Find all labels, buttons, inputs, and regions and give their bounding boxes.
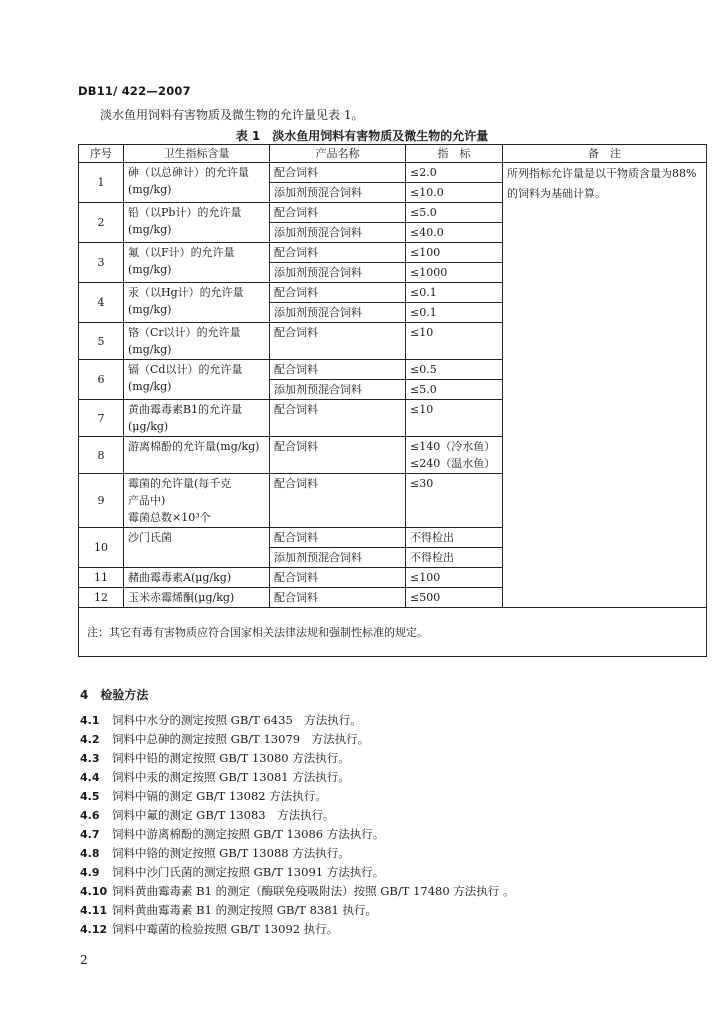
limit-cell: ≤0.1: [406, 303, 503, 323]
clause-text: 饲料中镉的测定 GB/T 13082 方法执行。: [112, 789, 327, 803]
clause-number: 4.3: [80, 752, 100, 765]
limit-cell: ≤100: [406, 568, 503, 588]
indicator-cell: 砷（以总砷计）的允许量(mg/kg): [124, 163, 270, 203]
clause-number: 4.10: [80, 885, 108, 898]
page-number: 2: [80, 953, 88, 967]
row-number: 4: [79, 283, 124, 323]
row-number: 11: [79, 568, 124, 588]
limit-cell: ≤10.0: [406, 183, 503, 203]
clause-number: 4.1: [80, 714, 100, 727]
product-cell: 配合饲料: [270, 400, 406, 437]
clause-number: 4.7: [80, 828, 100, 841]
row-number: 6: [79, 360, 124, 400]
standard-code: DB11/ 422—2007: [78, 84, 191, 98]
section-heading: [80, 686, 160, 703]
limit-line: ≤140（冷水鱼）: [410, 440, 496, 453]
product-cell: 添加剂预混合饲料: [270, 380, 406, 400]
row-number: 1: [79, 163, 124, 203]
clause-number: 4.12: [80, 923, 108, 936]
product-cell: 配合饲料: [270, 323, 406, 360]
limit-cell: ≤30: [406, 474, 503, 528]
clause-text: 饲料中汞的测定按照 GB/T 13081 方法执行。: [112, 770, 350, 784]
clause-text: 饲料中氟的测定 GB/T 13083 方法执行。: [112, 808, 335, 822]
method-item: [80, 750, 350, 766]
product-cell: 添加剂预混合饲料: [270, 183, 406, 203]
indicator-cell: 黄曲霉毒素B1的允许量(μg/kg): [124, 400, 270, 437]
clause-number: 4.2: [80, 733, 100, 746]
product-cell: 配合饲料: [270, 163, 406, 183]
section-title: 检验方法: [100, 688, 149, 702]
limit-cell: ≤100: [406, 243, 503, 263]
method-item: [80, 845, 350, 861]
method-item: [80, 883, 514, 899]
method-item: [80, 712, 362, 728]
clause-text: 饲料黄曲霉毒素 B1 的测定（酶联免疫吸附法）按照 GB/T 17480 方法执行 。: [112, 884, 515, 898]
method-item: [80, 921, 338, 937]
method-item: [80, 807, 335, 823]
intro-text: 淡水鱼用饲料有害物质及微生物的允许量见表 1。: [100, 108, 364, 122]
clause-text: 饲料中总砷的测定按照 GB/T 13079 方法执行。: [112, 732, 370, 746]
limit-cell: ≤5.0: [406, 380, 503, 400]
indicator-line: 产品中): [128, 494, 166, 507]
header-no: 序号: [79, 145, 124, 163]
indicator-line: 霉菌总数×10³个: [128, 511, 211, 524]
clause-number: 4.11: [80, 904, 108, 917]
product-cell: 配合饲料: [270, 243, 406, 263]
product-cell: 配合饲料: [270, 588, 406, 608]
product-cell: 添加剂预混合饲料: [270, 263, 406, 283]
product-cell: 添加剂预混合饲料: [270, 303, 406, 323]
clause-number: 4.4: [80, 771, 100, 784]
row-number: 7: [79, 400, 124, 437]
indicator-cell: 铅（以Pb计）的允许量(mg/kg): [124, 203, 270, 243]
section-number: 4: [80, 688, 89, 702]
table-footnote: 注：其它有毒有害物质应符合国家相关法律法规和强制性标准的规定。: [79, 608, 707, 657]
product-cell: 添加剂预混合饲料: [270, 223, 406, 243]
method-item: [80, 769, 350, 785]
product-cell: 配合饲料: [270, 437, 406, 474]
clause-text: 饲料中水分的测定按照 GB/T 6435 方法执行。: [112, 713, 362, 727]
product-cell: 配合饲料: [270, 360, 406, 380]
note-cell: 所列指标允许量是以干物质含量为88%的饲料为基础计算。: [503, 163, 707, 608]
product-cell: 添加剂预混合饲料: [270, 548, 406, 568]
allowance-table: [78, 144, 707, 657]
limit-cell: ≤1000: [406, 263, 503, 283]
limit-cell: ≤2.0: [406, 163, 503, 183]
clause-text: 饲料中霉菌的检验按照 GB/T 13092 执行。: [112, 922, 339, 936]
product-cell: 配合饲料: [270, 203, 406, 223]
limit-cell: ≤10: [406, 323, 503, 360]
indicator-cell: 游离棉酚的允许量(mg/kg): [124, 437, 270, 474]
row-number: 2: [79, 203, 124, 243]
clause-text: 饲料中铬的测定按照 GB/T 13088 方法执行。: [112, 846, 350, 860]
header-indicator: 卫生指标含量: [124, 145, 270, 163]
limit-cell: ≤500: [406, 588, 503, 608]
indicator-cell: 汞（以Hg计）的允许量(mg/kg): [124, 283, 270, 323]
limit-cell: ≤0.5: [406, 360, 503, 380]
clause-text: 饲料黄曲霉毒素 B1 的测定按照 GB/T 8381 执行。: [112, 903, 377, 917]
clause-text: 饲料中沙门氏菌的测定按照 GB/T 13091 方法执行。: [112, 865, 385, 879]
clause-text: 饲料中铅的测定按照 GB/T 13080 方法执行。: [112, 751, 350, 765]
row-number: 3: [79, 243, 124, 283]
table-header-row: [79, 145, 707, 163]
product-cell: 配合饲料: [270, 474, 406, 528]
indicator-cell: 铬（Cr以计）的允许量(mg/kg): [124, 323, 270, 360]
indicator-cell: 赭曲霉毒素A(μg/kg): [124, 568, 270, 588]
row-number: 8: [79, 437, 124, 474]
limit-cell: 不得检出: [406, 528, 503, 548]
limit-cell: ≤40.0: [406, 223, 503, 243]
limit-cell: 不得检出: [406, 548, 503, 568]
table-row: [79, 163, 707, 183]
clause-number: 4.9: [80, 866, 100, 879]
footnote-row: [79, 608, 707, 657]
method-item: [80, 864, 384, 880]
row-number: 9: [79, 474, 124, 528]
clause-number: 4.5: [80, 790, 100, 803]
product-cell: 配合饲料: [270, 283, 406, 303]
row-number: 10: [79, 528, 124, 568]
limit-cell: ≤10: [406, 400, 503, 437]
clause-number: 4.6: [80, 809, 100, 822]
clause-text: 饲料中游离棉酚的测定按照 GB/T 13086 方法执行。: [112, 827, 385, 841]
indicator-line: 霉菌的允许量(每千克: [128, 477, 232, 490]
indicator-cell: 玉米赤霉烯酮(μg/kg): [124, 588, 270, 608]
method-item: [80, 826, 384, 842]
row-number: 5: [79, 323, 124, 360]
indicator-cell: 沙门氏菌: [124, 528, 270, 568]
row-number: 12: [79, 588, 124, 608]
limit-cell: ≤5.0: [406, 203, 503, 223]
product-cell: 配合饲料: [270, 528, 406, 548]
indicator-cell: 氟（以F计）的允许量(mg/kg): [124, 243, 270, 283]
header-limit: 指 标: [406, 145, 503, 163]
limit-cell: [406, 437, 503, 474]
table-caption: 表 1 淡水鱼用饲料有害物质及微生物的允许量: [235, 129, 489, 143]
header-product: 产品名称: [270, 145, 406, 163]
indicator-cell: 镉（Cd以计）的允许量(mg/kg): [124, 360, 270, 400]
method-item: [80, 731, 369, 747]
method-item: [80, 788, 327, 804]
product-cell: 配合饲料: [270, 568, 406, 588]
header-note: 备 注: [503, 145, 707, 163]
limit-line: ≤240（温水鱼）: [410, 457, 496, 470]
indicator-cell: [124, 474, 270, 528]
method-item: [80, 902, 377, 918]
limit-cell: ≤0.1: [406, 283, 503, 303]
clause-number: 4.8: [80, 847, 100, 860]
